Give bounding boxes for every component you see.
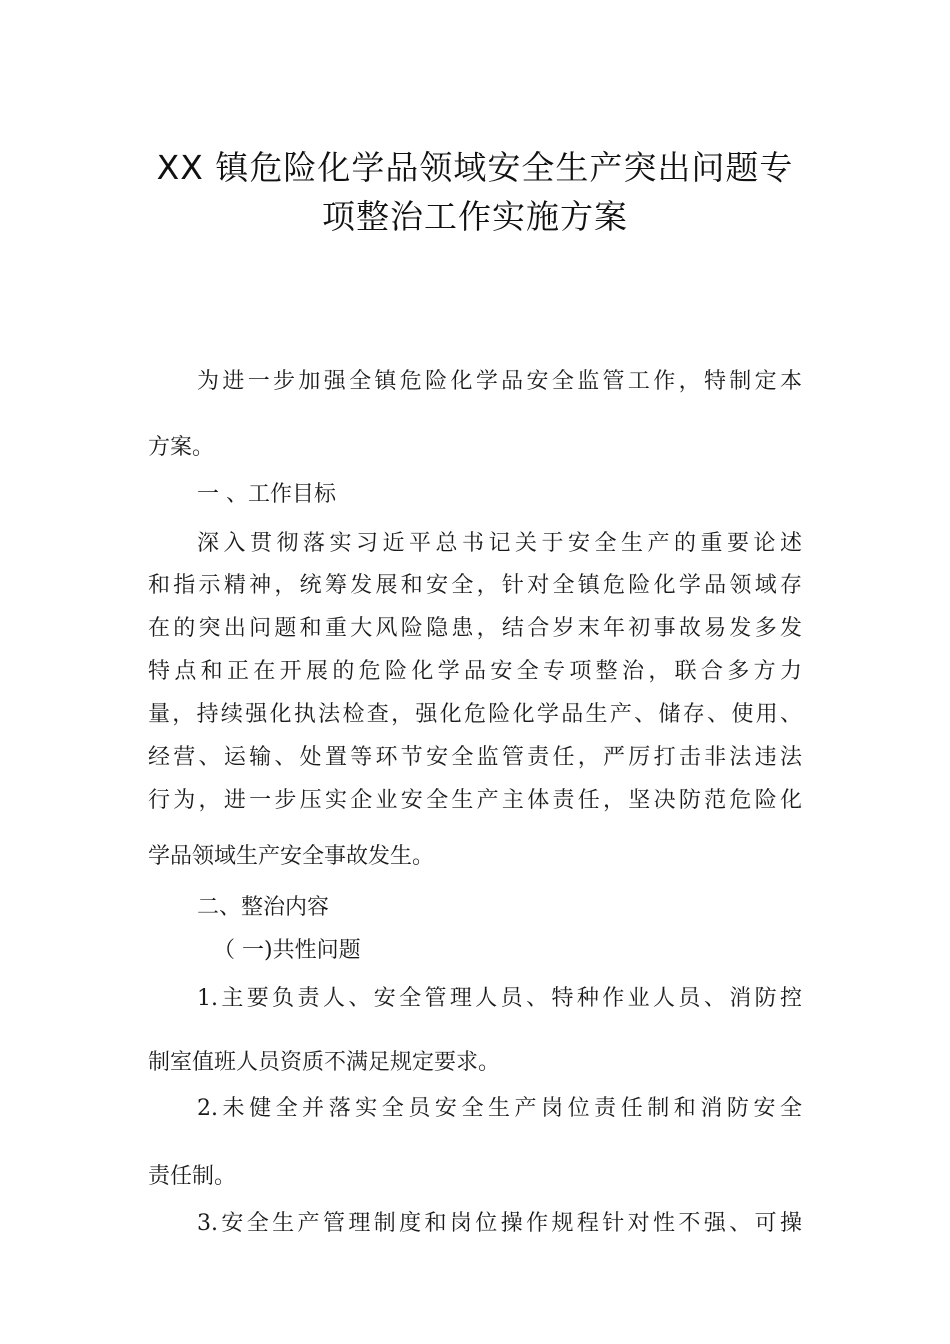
section2-subheading: （ 一)共性问题 — [213, 938, 361, 963]
document-title-line1: XX 镇危险化学品领域安全生产突出问题专 — [156, 148, 794, 187]
section1-paragraph-line: 特点和正在开展的危险化学品安全专项整治，联合多方力 — [148, 659, 802, 684]
section1-paragraph-line: 在的突出问题和重大风险隐患，结合岁末年初事故易发多发 — [148, 616, 802, 641]
section1-paragraph-line: 深入贯彻落实习近平总书记关于安全生产的重要论述 — [197, 531, 802, 556]
section1-paragraph-line: 学品领域生产安全事故发生。 — [148, 844, 435, 869]
item2-line1: 2.未健全并落实全员安全生产岗位责任制和消防安全 — [197, 1096, 802, 1121]
section1-paragraph-line: 经营、运输、处置等环节安全监管责任，严厉打击非法违法 — [148, 745, 802, 770]
document-title-line2: 项整治工作实施方案 — [322, 197, 628, 236]
section2-heading: 二、整治内容 — [197, 895, 330, 920]
item2-line2: 责任制。 — [148, 1164, 237, 1189]
section1-paragraph-line: 和指示精神，统筹发展和安全，针对全镇危险化学品领域存 — [148, 573, 802, 598]
section1-paragraph-line: 行为，进一步压实企业安全生产主体责任，坚决防范危险化 — [148, 788, 802, 813]
item3-line1: 3.安全生产管理制度和岗位操作规程针对性不强、可操 — [197, 1211, 802, 1236]
section1-heading: 一 、工作目标 — [197, 482, 336, 507]
section1-paragraph-line: 量，持续强化执法检查，强化危险化学品生产、储存、使用、 — [148, 702, 802, 727]
item1-line1: 1.主要负责人、安全管理人员、特种作业人员、消防控 — [197, 986, 802, 1011]
item1-line2: 制室值班人员资质不满足规定要求。 — [148, 1050, 501, 1075]
intro-paragraph-line2: 方案。 — [148, 435, 215, 460]
intro-paragraph-line1: 为进一步加强全镇危险化学品安全监管工作，特制定本 — [197, 369, 802, 394]
